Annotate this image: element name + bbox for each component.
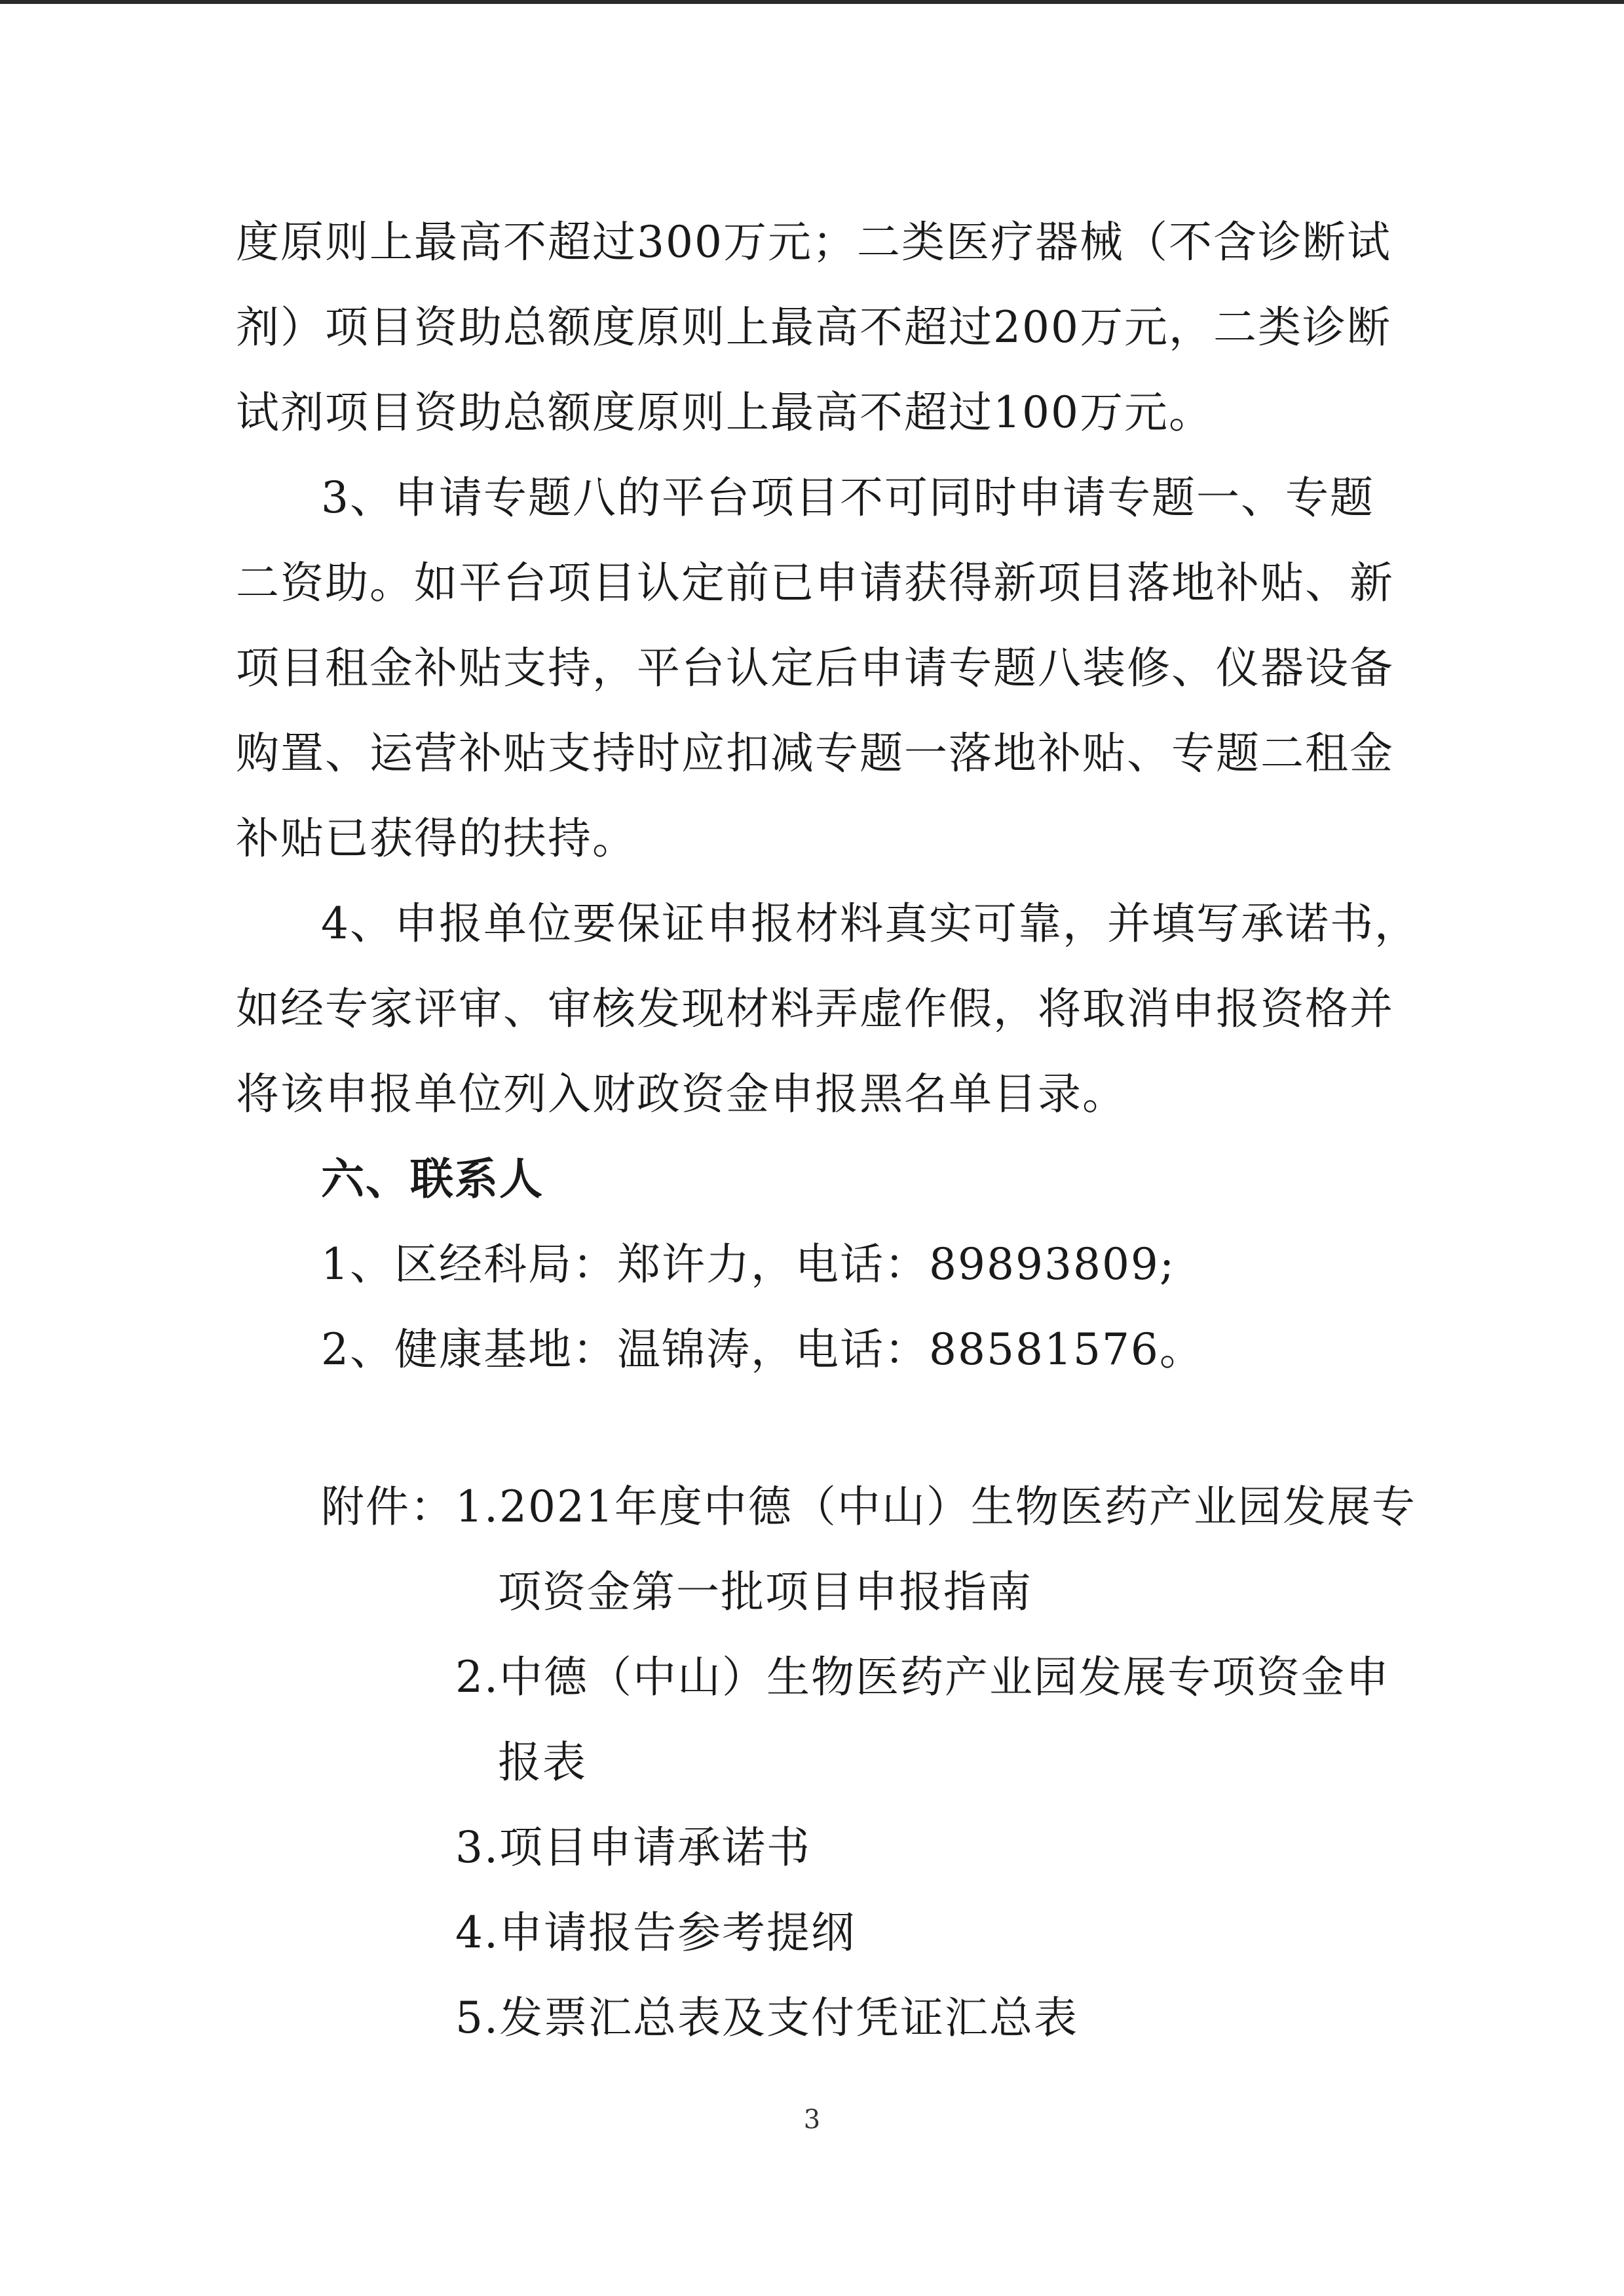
attachment-item-4: 4.申请报告参考提纲	[455, 1907, 856, 1958]
paragraph-line: 二资助。如平台项目认定前已申请获得新项目落地补贴、新	[236, 558, 1394, 608]
contact-line: 1、区经科局：郑许力，电话：89893809;	[321, 1239, 1176, 1290]
attachment-item-5: 5.发票汇总表及支付凭证汇总表	[455, 1993, 1078, 2043]
attachment-item-2-cont: 报表	[498, 1737, 587, 1788]
paragraph-line: 补贴已获得的扶持。	[236, 813, 637, 864]
paragraph-line: 试剂项目资助总额度原则上最高不超过100万元。	[236, 387, 1213, 438]
attachment-item-1: 1.2021年度中德（中山）生物医药产业园发展专	[455, 1482, 1416, 1532]
contact-line: 2、健康基地：温锦涛，电话：88581576。	[321, 1324, 1204, 1375]
paragraph-line: 将该申报单位列入财政资金申报黑名单目录。	[236, 1069, 1127, 1119]
paragraph-line: 3、申请专题八的平台项目不可同时申请专题一、专题	[321, 472, 1374, 523]
paragraph-line: 如经专家评审、审核发现材料弄虚作假，将取消申报资格并	[236, 984, 1394, 1034]
paragraph-line: 项目租金补贴支持，平台认定后申请专题八装修、仪器设备	[236, 643, 1394, 693]
attachment-row	[321, 1481, 1416, 1533]
section-heading: 六、联系人	[321, 1154, 544, 1204]
paragraph-line: 剂）项目资助总额度原则上最高不超过200万元，二类诊断	[236, 302, 1391, 353]
paragraph-line: 度原则上最高不超过300万元；二类医疗器械（不含诊断试	[236, 217, 1391, 267]
top-scan-edge	[0, 0, 1624, 4]
attachment-label: 附件：	[321, 1482, 455, 1532]
attachment-item-1-cont: 项资金第一批项目申报指南	[498, 1567, 1032, 1617]
paragraph-line: 4、申报单位要保证申报材料真实可靠，并填写承诺书，	[321, 898, 1419, 949]
attachment-item-2: 2.中德（中山）生物医药产业园发展专项资金申	[455, 1652, 1390, 1702]
page-number: 3	[803, 2105, 821, 2135]
attachment-item-3: 3.项目申请承诺书	[455, 1822, 811, 1873]
paragraph-line: 购置、运营补贴支持时应扣减专题一落地补贴、专题二租金	[236, 728, 1394, 778]
